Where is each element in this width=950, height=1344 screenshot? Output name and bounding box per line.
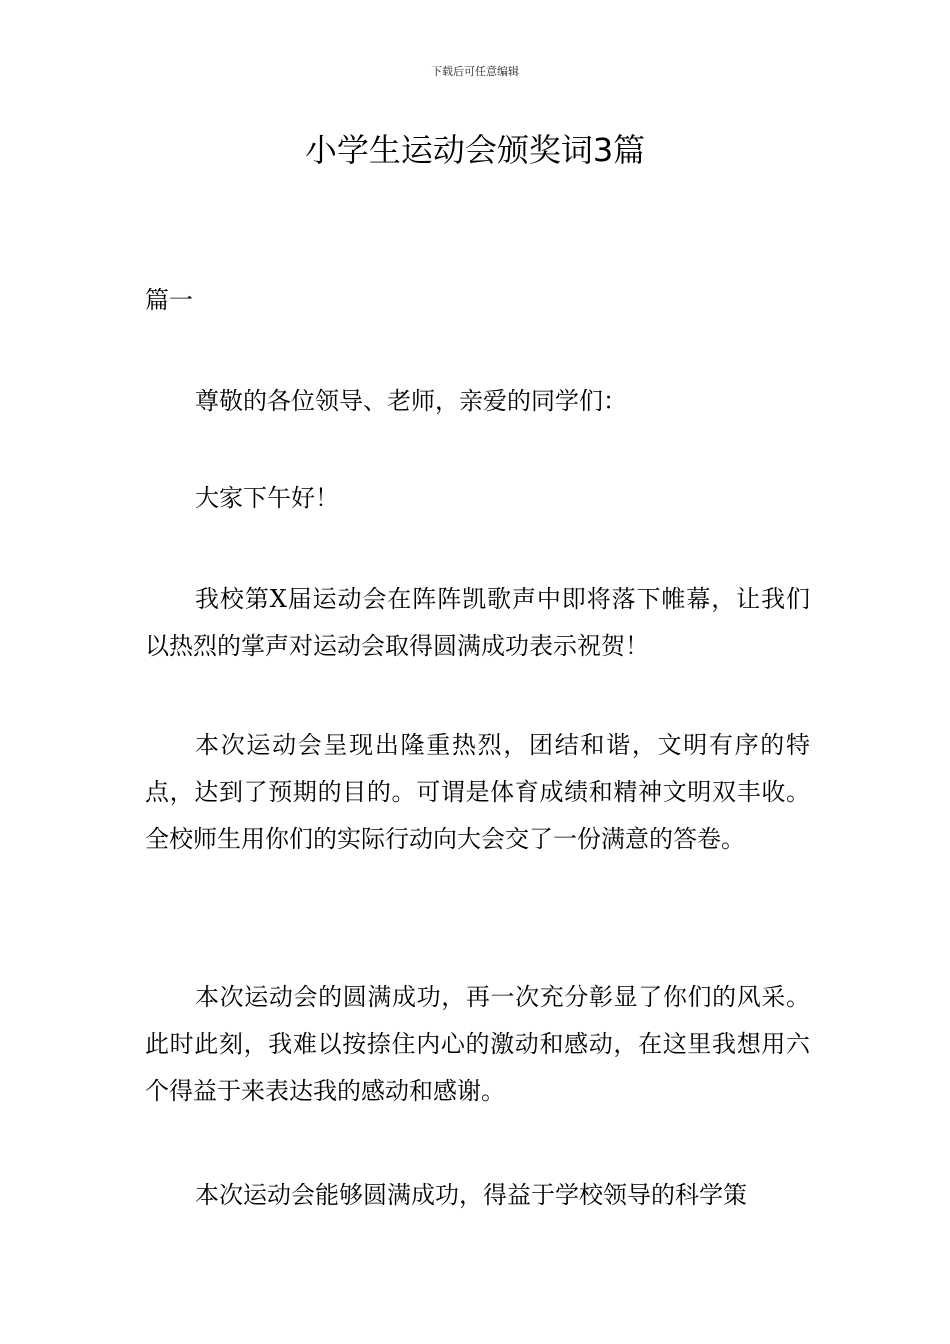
paragraph-summary: 本次运动会呈现出隆重热烈，团结和谐，文明有序的特点，达到了预期的目的。可谓是体育成绩和精神文明双丰收。全校师生用你们的实际行动向大会交了一份满意的答卷。 [145, 731, 810, 853]
paragraph-salutation: 大家下午好！ [195, 484, 339, 512]
paragraph-greeting: 尊敬的各位领导、老师，亲爱的同学们： [195, 387, 627, 415]
paragraph-leadership: 本次运动会能够圆满成功，得益于学校领导的科学策 [195, 1181, 747, 1209]
section-label: 篇一 [145, 286, 193, 314]
document-title: 小学生运动会颁奖词3篇 [304, 131, 646, 169]
header-note: 下载后可任意编辑 [431, 65, 519, 78]
paragraph-gratitude: 本次运动会的圆满成功，再一次充分彰显了你们的风采。此时此刻，我难以按捺住内心的激动和感动，在这里我想用六个得益于来表达我的感动和感谢。 [145, 983, 810, 1105]
paragraph-congratulations: 我校第X届运动会在阵阵凯歌声中即将落下帷幕，让我们以热烈的掌声对运动会取得圆满成功表示祝贺！ [145, 585, 810, 660]
